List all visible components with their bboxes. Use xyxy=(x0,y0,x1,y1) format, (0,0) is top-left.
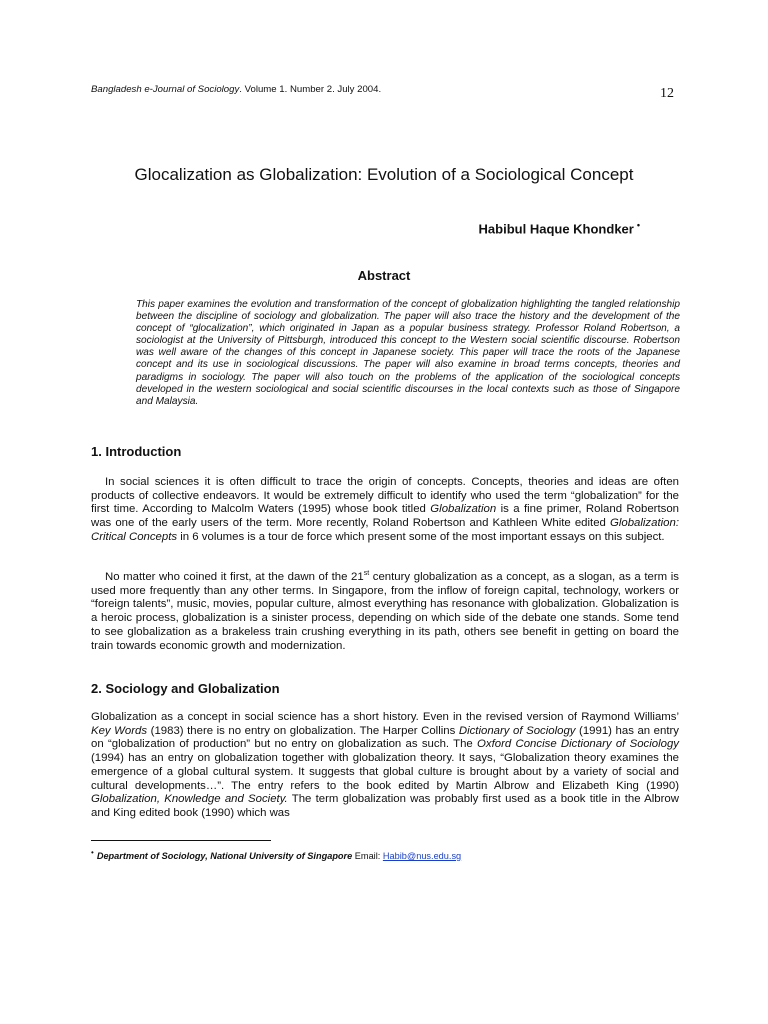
running-header xyxy=(91,84,681,95)
abstract-heading: Abstract xyxy=(357,268,411,283)
introduction-paragraph-1: In social sciences it is often difficult to trace the origin of concepts. Concepts, theories and ideas are often products of collective endeavors. It would be extremely difficult to identify who used the term “globalization” for the first time. According to Malcolm Waters (1995) whose book titled Globalization is a fine primer, Roland Robertson was one of the early users of the term. More recently, Roland Robertson and Kathleen White edited Globalization: Critical Concepts in 6 volumes is a tour de force which present some of the most important essays on this subject. xyxy=(91,476,679,543)
section-heading-introduction: 1. Introduction xyxy=(91,444,182,459)
author-name: Habibul Haque Khondker xyxy=(478,221,634,237)
abstract-text: This paper examines the evolution and transformation of the concept of globalization highlighting the tangled relationship between the discipline of sociology and globalization. The paper will also trace the history and the development of the concept of “glocalization”, which originated in Japan as a popular business strategy. Professor Roland Robertson, a sociologist at the University of Pittsburgh, introduced this concept to the Western social scientific discourse. Robertson was well aware of the changes of this concept in Japanese society. This paper will trace the roots of the Japanese concept and its use in sociological discussions. The paper will also examine in broad terms concepts, theories and paradigms in sociology. The paper will also touch on the problems of the application of the sociological concepts developed in the western sociological and social scientific discourses in the local contexts such as those of Singapore and Malaysia. xyxy=(136,299,680,407)
footnote xyxy=(91,848,691,861)
footnote-affiliation: Department of Sociology, National University of Singapore xyxy=(96,851,353,862)
section-heading-sociology-globalization: 2. Sociology and Globalization xyxy=(91,681,280,696)
journal-name: Bangladesh e-Journal of Sociology xyxy=(91,84,240,95)
page-number: 12 xyxy=(660,86,674,101)
paper-title: Glocalization as Globalization: Evolution of a Sociological Concept xyxy=(134,165,634,184)
footnote-mark: • xyxy=(91,848,94,857)
sociology-paragraph-1: Globalization as a concept in social science has a short history. Even in the revised version of Raymond Williams’ Key Words (1983) there is no entry on globalization. The Harper Collins Dictionary of Sociology (1991) has an entry on “globalization of production” but no entry on globalization as such. The Oxford Concise Dictionary of Sociology (1994) has an entry on globalization together with globalization theory. It says, “Globalization theory examines the emergence of a global cultural system. It suggests that global culture is brought about by a variety of social and cultural developments…”. The entry refers to the book edited by Martin Albrow and Elizabeth King (1990) Globalization, Knowledge and Society. The term globalization was probably first used as a book title in the Albrow and King edited book (1990) which was xyxy=(91,711,679,819)
author-footnote-mark: • xyxy=(636,220,640,230)
footnote-email-link[interactable]: Habib@nus.edu.sg xyxy=(382,851,462,862)
journal-issue: . Volume 1. Number 2. July 2004. xyxy=(239,84,382,95)
footnote-email-label: Email: xyxy=(352,851,383,862)
footnote-divider xyxy=(91,840,271,841)
introduction-paragraph-2: No matter who coined it first, at the dawn of the 21st century globalization as a concept, as a slogan, as a term is used more frequently than any other terms. In Singapore, from the inflow of foreign capital, technology, workers or “foreign talents”, music, movies, popular culture, almost everything has resonance with globalization. Globalization is a heroic process, globalization is a sinister process, depending on which side of the debate one stands. Some tend to see globalization as a brakeless train crushing everything in its path, others see benefit in getting on board the train towards economic growth and modernization. xyxy=(91,570,679,652)
author xyxy=(479,220,640,236)
